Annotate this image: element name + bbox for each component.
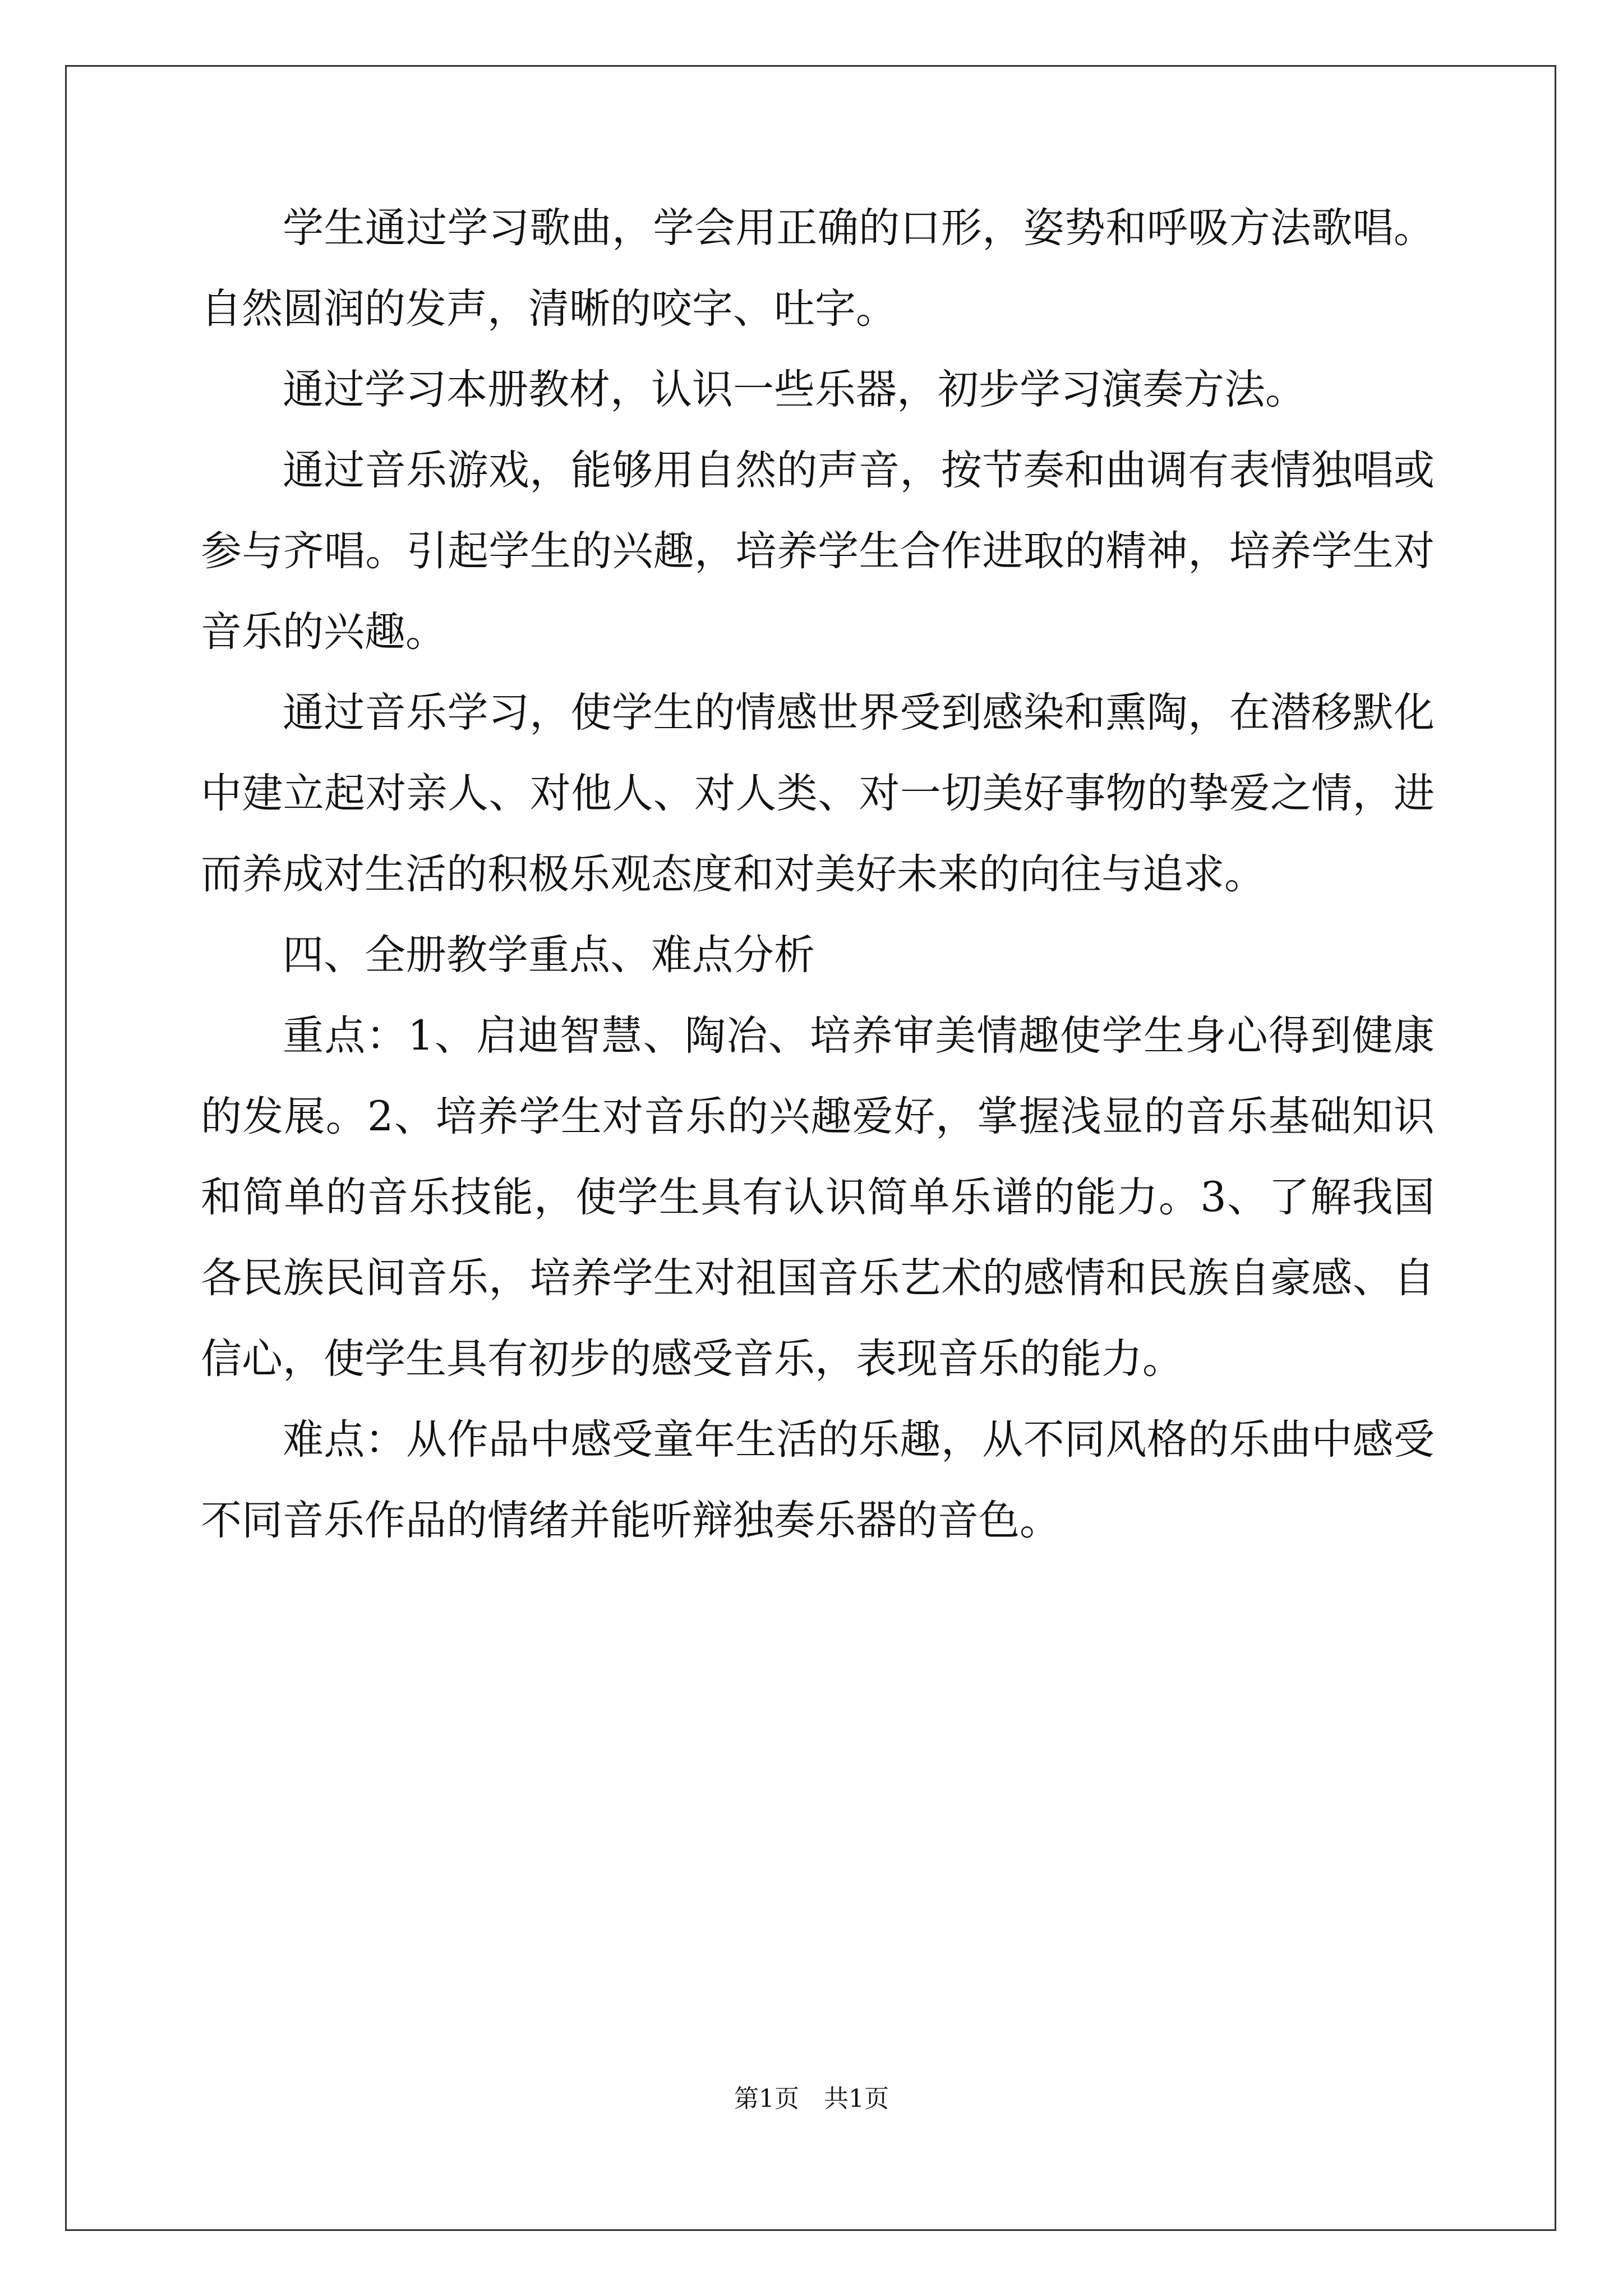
page-footer: 第1页 共1页: [734, 2085, 889, 2113]
paragraph-difficulties: 难点：从作品中感受童年生活的乐趣，从不同风格的乐曲中感受不同音乐作品的情绪并能听辩独奏乐器的音色。: [201, 1416, 1435, 1544]
section-heading: 四、全册教学重点、难点分析: [283, 931, 815, 979]
paragraph-key-points: 重点：1、启迪智慧、陶冶、培养审美情趣使学生身心得到健康的发展。2、培养学生对音乐的兴趣爱好，掌握浅显的音乐基础知识和简单的音乐技能，使学生具有认识简单乐谱的能力。3、了解我国各民族民间音乐，培养学生对祖国音乐艺术的感情和民族自豪感、自信心，使学生具有初步的感受音乐，表现音乐的能力。: [201, 1012, 1435, 1383]
document-body: [201, 188, 1435, 1561]
paragraph-4: 通过音乐学习，使学生的情感世界受到感染和熏陶，在潜移默化中建立起对亲人、对他人、对人类、对一切美好事物的挚爱之情，进而养成对生活的积极乐观态度和对美好未来的向往与追求。: [201, 689, 1435, 898]
paragraph-1: 学生通过学习歌曲，学会用正确的口形，姿势和呼吸方法歌唱。自然圆润的发声，清晰的咬字、吐字。: [201, 204, 1435, 333]
paragraph-2: 通过学习本册教材，认识一些乐器，初步学习演奏方法。: [283, 366, 1306, 413]
paragraph-3: 通过音乐游戏，能够用自然的声音，按节奏和曲调有表情独唱或参与齐唱。引起学生的兴趣，培养学生合作进取的精神，培养学生对音乐的兴趣。: [201, 447, 1435, 656]
